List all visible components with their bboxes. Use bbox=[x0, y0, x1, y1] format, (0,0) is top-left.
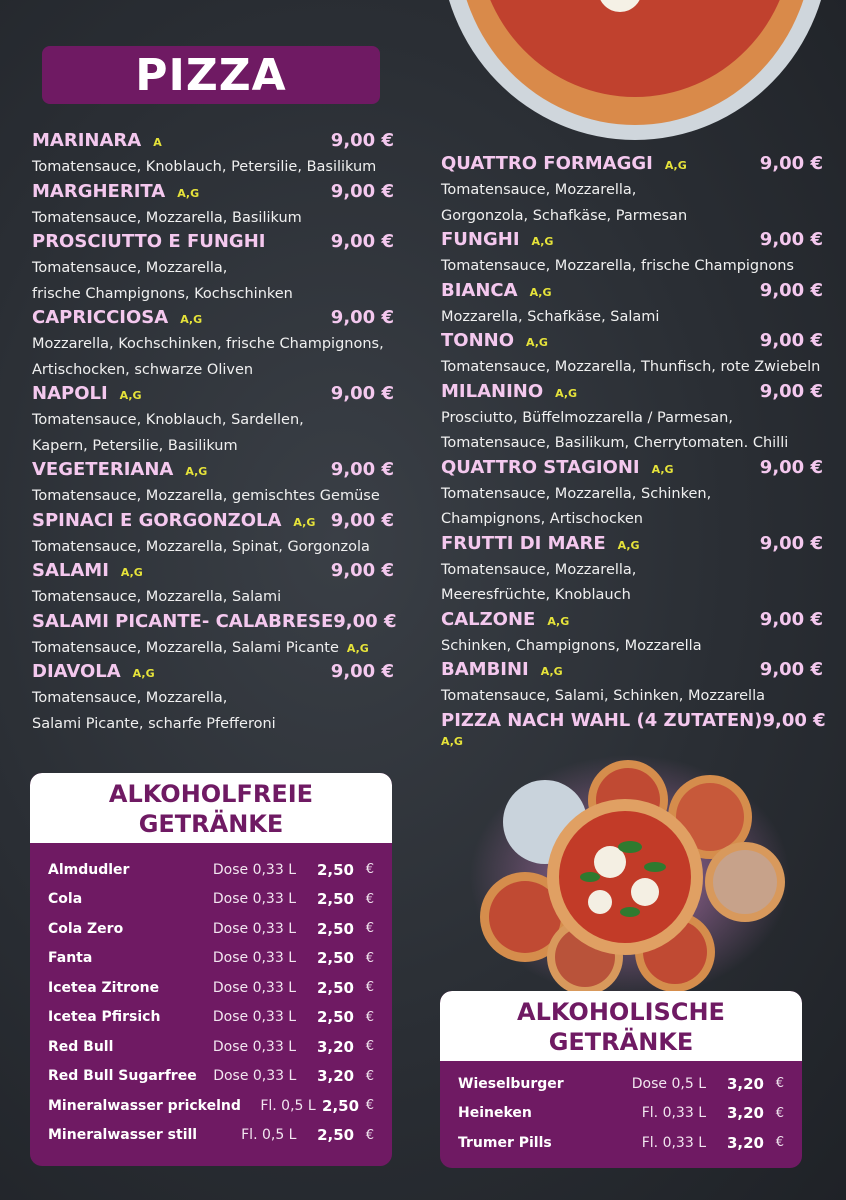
menu-item-description: Schinken, Champignons, Mozzarella bbox=[441, 637, 702, 654]
drink-size: Fl. 0,5 L bbox=[241, 1127, 297, 1144]
menu-item-price: 9,00 € bbox=[759, 330, 823, 351]
menu-item-header bbox=[32, 383, 394, 408]
menu-item-header bbox=[441, 709, 826, 735]
menu-item-name: BAMBINI bbox=[441, 659, 529, 680]
menu-item bbox=[441, 280, 823, 331]
menu-item-name: BIANCA bbox=[441, 279, 518, 301]
menu-item-description: Artischocken, schwarze Oliven bbox=[32, 361, 254, 378]
menu-item bbox=[441, 457, 823, 533]
menu-item-description: Tomatensauce, Salami, Schinken, Mozzarella bbox=[441, 688, 765, 704]
drink-name: Cola Zero bbox=[48, 920, 124, 937]
drink-price: 2,50 bbox=[316, 860, 354, 879]
menu-item bbox=[32, 560, 394, 611]
menu-item-title bbox=[441, 659, 563, 680]
currency-symbol: € bbox=[365, 980, 374, 996]
menu-item-price: 9,00 € bbox=[759, 659, 823, 680]
menu-item-name: MILANINO bbox=[441, 380, 544, 402]
menu-item-price: 9,00 € bbox=[330, 383, 394, 404]
menu-item-title bbox=[441, 153, 687, 174]
menu-item bbox=[441, 153, 823, 229]
drink-name: Icetea Zitrone bbox=[48, 979, 160, 996]
drink-row bbox=[48, 1062, 374, 1092]
allergen-code: A,G bbox=[185, 465, 208, 478]
menu-item-header bbox=[441, 457, 823, 482]
drink-row bbox=[48, 914, 374, 944]
menu-item-price: 9,00 € bbox=[330, 180, 394, 202]
menu-item-description: Tomatensauce, Mozzarella, gemischtes Gemüse bbox=[32, 488, 380, 504]
menu-item-price: 9,00 € bbox=[759, 608, 823, 630]
menu-item-title bbox=[32, 661, 155, 682]
menu-item-price: 9,00 € bbox=[333, 610, 397, 632]
allergen-code: A,G bbox=[529, 285, 552, 299]
menu-item-title bbox=[32, 307, 202, 328]
drink-size: Dose 0,33 L bbox=[213, 1068, 297, 1085]
menu-item-description-row bbox=[32, 636, 394, 662]
menu-item-description: Tomatensauce, Mozzarella, bbox=[441, 561, 637, 578]
menu-item-header bbox=[32, 661, 394, 686]
menu-item-name: MARINARA bbox=[32, 130, 142, 151]
menu-item-description: Tomatensauce, Mozzarella, Salami Picante bbox=[32, 639, 339, 656]
drink-name: Red Bull bbox=[48, 1038, 114, 1055]
drink-name: Mineralwasser prickelnd bbox=[48, 1097, 241, 1114]
menu-item-name: SALAMI PICANTE- CALABRESE bbox=[32, 610, 334, 632]
menu-item-name: NAPOLI bbox=[32, 383, 108, 404]
menu-item-price: 9,00 € bbox=[330, 231, 394, 252]
drink-price: 3,20 bbox=[317, 1067, 355, 1086]
menu-item-header bbox=[32, 181, 394, 206]
drink-name: Wieselburger bbox=[458, 1075, 564, 1092]
drink-row bbox=[458, 1128, 784, 1158]
menu-item bbox=[32, 231, 394, 307]
menu-item-header bbox=[441, 533, 823, 558]
drink-size: Dose 0,33 L bbox=[212, 1038, 296, 1055]
menu-item-title bbox=[32, 181, 199, 202]
menu-item-title bbox=[441, 457, 674, 478]
allergen-code: A,G bbox=[132, 667, 155, 680]
menu-item bbox=[32, 383, 394, 459]
menu-item-name: VEGETERIANA bbox=[32, 459, 174, 480]
menu-item-description: Salami Picante, scharfe Pfefferoni bbox=[32, 715, 276, 732]
menu-item-header bbox=[441, 381, 823, 406]
currency-symbol: € bbox=[365, 1039, 374, 1055]
allergen-code: A,G bbox=[180, 313, 203, 326]
drink-row bbox=[48, 1091, 374, 1121]
allergen-code: A,G bbox=[441, 734, 463, 748]
menu-item-price: 9,00 € bbox=[759, 279, 823, 301]
currency-symbol: € bbox=[365, 921, 374, 937]
drink-price: 2,50 bbox=[316, 949, 354, 968]
menu-item-description: Tomatensauce, Mozzarella, Thunfisch, rote Zwiebeln bbox=[441, 359, 821, 375]
drink-name: Trumer Pills bbox=[458, 1134, 552, 1151]
menu-item-price: 9,00 € bbox=[759, 380, 823, 402]
menu-item bbox=[441, 609, 823, 660]
menu-item-title bbox=[441, 330, 548, 351]
menu-item bbox=[32, 181, 394, 232]
drink-name: Cola bbox=[48, 891, 83, 908]
drink-size: Dose 0,33 L bbox=[212, 1009, 296, 1026]
menu-item-price: 9,00 € bbox=[759, 229, 823, 250]
drink-size: Fl. 0,5 L bbox=[260, 1097, 316, 1114]
drink-row bbox=[48, 1032, 374, 1062]
menu-item-description: Tomatensauce, Mozzarella, Schinken, bbox=[441, 485, 712, 502]
softdrinks-header bbox=[30, 773, 392, 843]
menu-item bbox=[441, 659, 823, 710]
currency-symbol: € bbox=[365, 1068, 374, 1084]
drink-price: 2,50 bbox=[316, 919, 354, 938]
menu-item-description: Mozzarella, Kochschinken, frische Champignons, bbox=[32, 336, 384, 352]
menu-item-header bbox=[441, 330, 823, 355]
allergen-code: A,G bbox=[526, 336, 548, 349]
menu-item-description: Gorgonzola, Schafkäse, Parmesan bbox=[441, 207, 688, 224]
menu-item-title bbox=[32, 459, 207, 480]
menu-item-price: 9,00 € bbox=[330, 130, 394, 151]
menu-item-description: frische Champignons, Kochschinken bbox=[32, 285, 293, 302]
menu-item-name: QUATTRO STAGIONI bbox=[441, 456, 640, 478]
alcohol-header bbox=[440, 991, 802, 1061]
menu-item-description: Tomatensauce, Mozzarella, bbox=[32, 260, 228, 276]
pizza-list-right bbox=[441, 153, 826, 749]
softdrinks-title-line2: GETRÄNKE bbox=[138, 810, 284, 838]
drink-name: Almdudler bbox=[48, 861, 130, 878]
allergen-code: A,G bbox=[617, 538, 640, 552]
menu-item-description: Tomatensauce, Mozzarella, Salami bbox=[32, 589, 282, 605]
menu-item-header bbox=[441, 280, 823, 305]
currency-symbol: € bbox=[365, 950, 374, 966]
menu-item-price: 9,00 € bbox=[759, 153, 823, 174]
drink-row bbox=[48, 1003, 374, 1033]
drink-name: Icetea Pfirsich bbox=[48, 1009, 161, 1026]
allergen-code: A,G bbox=[120, 566, 143, 579]
menu-item-description: Champignons, Artischocken bbox=[441, 511, 643, 527]
menu-item-price: 9,00 € bbox=[330, 307, 394, 328]
menu-item-description: Tomatensauce, Knoblauch, Sardellen, bbox=[32, 412, 304, 428]
menu-item-description: Prosciutto, Büffelmozzarella / Parmesan, bbox=[441, 409, 733, 426]
menu-item-title bbox=[32, 510, 315, 531]
drink-size: Dose 0,33 L bbox=[212, 891, 296, 908]
currency-symbol: € bbox=[365, 891, 374, 907]
menu-item-price: 9,00 € bbox=[762, 709, 826, 731]
menu-item-header bbox=[32, 510, 394, 535]
allergen-code: A,G bbox=[293, 515, 316, 529]
menu-item-title bbox=[32, 383, 142, 404]
currency-symbol: € bbox=[365, 862, 374, 878]
menu-item-name: SPINACI E GORGONZOLA bbox=[32, 509, 282, 531]
menu-item-name: FUNGHI bbox=[441, 229, 520, 250]
drink-price: 3,20 bbox=[316, 1037, 354, 1056]
menu-item-title bbox=[32, 130, 162, 151]
currency-symbol: € bbox=[365, 1127, 374, 1143]
alcohol-title-line1: ALKOHOLISCHE bbox=[517, 998, 725, 1026]
menu-item-price: 9,00 € bbox=[330, 509, 394, 531]
drink-price: 2,50 bbox=[316, 890, 354, 909]
menu-item-price: 9,00 € bbox=[330, 459, 394, 480]
menu-item-description: Tomatensauce, Knoblauch, Petersilie, Basilikum bbox=[32, 159, 377, 175]
menu-item-header bbox=[32, 307, 394, 332]
menu-item bbox=[32, 610, 397, 662]
menu-item-header bbox=[441, 659, 823, 684]
menu-item-name: MARGHERITA bbox=[32, 180, 166, 202]
menu-item-title bbox=[441, 381, 577, 402]
menu-item-title bbox=[441, 280, 552, 301]
menu-item-name: PROSCIUTTO E FUNGHI bbox=[32, 231, 266, 252]
drink-size: Fl. 0,33 L bbox=[641, 1105, 706, 1122]
menu-item-header bbox=[441, 229, 823, 254]
menu-item-description: Kapern, Petersilie, Basilikum bbox=[32, 437, 238, 454]
alcohol-list bbox=[440, 1061, 802, 1158]
menu-item-header bbox=[32, 560, 394, 585]
menu-item-name: DIAVOLA bbox=[32, 661, 121, 682]
pizza-title-box bbox=[42, 46, 380, 104]
menu-item-description: Mozzarella, Schafkäse, Salami bbox=[441, 308, 660, 325]
menu-item-name: SALAMI bbox=[32, 560, 109, 581]
drink-size: Dose 0,33 L bbox=[212, 979, 296, 996]
menu-item bbox=[32, 459, 394, 510]
menu-item bbox=[32, 130, 394, 181]
drink-size: Dose 0,33 L bbox=[212, 920, 296, 937]
allergen-code: A,G bbox=[664, 159, 687, 172]
allergen-code: A,G bbox=[119, 389, 142, 402]
menu-item-title bbox=[441, 533, 640, 554]
menu-item-name: TONNO bbox=[441, 330, 515, 351]
drink-name: Mineralwasser still bbox=[48, 1127, 198, 1144]
menu-item-header bbox=[32, 231, 394, 256]
menu-item-title bbox=[441, 609, 569, 630]
drink-row bbox=[48, 1121, 374, 1151]
softdrinks-title-line1: ALKOHOLFREIE bbox=[108, 780, 314, 808]
menu-item-price: 9,00 € bbox=[330, 560, 394, 581]
menu-item bbox=[441, 709, 826, 749]
menu-item-name: QUATTRO FORMAGGI bbox=[441, 153, 653, 174]
menu-item-description: Tomatensauce, Mozzarella, Basilikum bbox=[32, 209, 302, 226]
allergen-code: A,G bbox=[531, 235, 554, 248]
menu-item-title bbox=[32, 560, 143, 581]
page-title: PIZZA bbox=[135, 49, 287, 101]
drink-name: Fanta bbox=[48, 950, 93, 967]
menu-item bbox=[32, 307, 394, 383]
menu-item-name: CALZONE bbox=[441, 608, 536, 630]
menu-item bbox=[441, 533, 823, 609]
allergen-code: A bbox=[153, 136, 162, 149]
menu-item-header bbox=[441, 609, 823, 634]
pizza-collage-image bbox=[470, 752, 790, 997]
menu-item-price: 9,00 € bbox=[330, 661, 394, 682]
currency-symbol: € bbox=[775, 1135, 784, 1151]
drink-price: 2,50 bbox=[316, 978, 354, 997]
pizza-list-left bbox=[32, 130, 397, 737]
menu-item-price: 9,00 € bbox=[759, 456, 823, 478]
menu-item-title bbox=[32, 611, 333, 632]
menu-item bbox=[441, 381, 823, 457]
drink-row bbox=[48, 885, 374, 915]
currency-symbol: € bbox=[365, 1009, 374, 1025]
menu-item bbox=[441, 330, 823, 381]
allergen-code: A,G bbox=[547, 614, 570, 628]
alcohol-title-line2: GETRÄNKE bbox=[548, 1028, 694, 1056]
menu-item-title bbox=[32, 231, 265, 252]
menu-item bbox=[441, 229, 823, 280]
drink-price: 3,20 bbox=[726, 1074, 764, 1093]
softdrinks-card bbox=[30, 773, 392, 1166]
drink-name: Heineken bbox=[458, 1105, 532, 1122]
allergen-code: A,G bbox=[555, 386, 578, 400]
menu-item-header bbox=[32, 130, 394, 155]
drink-price: 2,50 bbox=[316, 1008, 354, 1027]
currency-symbol: € bbox=[365, 1098, 374, 1114]
menu-item bbox=[32, 510, 394, 561]
menu-item-description: Tomatensauce, Mozzarella, bbox=[32, 690, 228, 706]
softdrinks-list bbox=[30, 843, 392, 1150]
pizza-photo-top bbox=[440, 0, 830, 145]
menu-item-header bbox=[32, 459, 394, 484]
currency-symbol: € bbox=[775, 1105, 784, 1121]
drink-price: 2,50 bbox=[317, 1126, 355, 1145]
drink-price: 3,20 bbox=[726, 1104, 764, 1123]
drink-size: Dose 0,5 L bbox=[631, 1075, 706, 1092]
drink-name: Red Bull Sugarfree bbox=[48, 1068, 197, 1085]
menu-item bbox=[32, 661, 394, 737]
allergen-code: A,G bbox=[346, 641, 369, 655]
allergen-code: A,G bbox=[177, 186, 200, 200]
drink-row bbox=[48, 855, 374, 885]
menu-item-price: 9,00 € bbox=[759, 532, 823, 554]
menu-item-description: Tomatensauce, Mozzarella, bbox=[441, 182, 637, 198]
drink-row bbox=[458, 1099, 784, 1129]
menu-item-name: CAPRICCIOSA bbox=[32, 307, 169, 328]
menu-item-name: PIZZA NACH WAHL (4 ZUTATEN) bbox=[441, 709, 763, 731]
drink-size: Fl. 0,33 L bbox=[641, 1134, 706, 1151]
menu-item-description: Tomatensauce, Mozzarella, frische Champignons bbox=[441, 258, 794, 274]
menu-item-name: FRUTTI DI MARE bbox=[441, 532, 606, 554]
menu-item-description: Tomatensauce, Basilikum, Cherrytomaten. Chilli bbox=[441, 435, 789, 451]
drink-size: Dose 0,33 L bbox=[212, 861, 296, 878]
drink-size: Dose 0,33 L bbox=[212, 950, 296, 967]
menu-item-header bbox=[441, 153, 823, 178]
drink-row bbox=[48, 973, 374, 1003]
currency-symbol: € bbox=[775, 1076, 784, 1092]
drink-price: 3,20 bbox=[726, 1133, 764, 1152]
drink-price: 2,50 bbox=[322, 1096, 360, 1115]
menu-item-description: Tomatensauce, Mozzarella, Spinat, Gorgonzola bbox=[32, 538, 370, 555]
menu-item-description: Meeresfrüchte, Knoblauch bbox=[441, 587, 631, 603]
allergen-code: A,G bbox=[540, 665, 563, 678]
menu-item-title bbox=[441, 229, 553, 250]
menu-item-header bbox=[32, 610, 397, 636]
alcohol-card bbox=[440, 991, 802, 1168]
drink-row bbox=[48, 944, 374, 974]
menu-item-title bbox=[441, 710, 762, 731]
allergen-code: A,G bbox=[651, 462, 674, 476]
drink-row bbox=[458, 1069, 784, 1099]
